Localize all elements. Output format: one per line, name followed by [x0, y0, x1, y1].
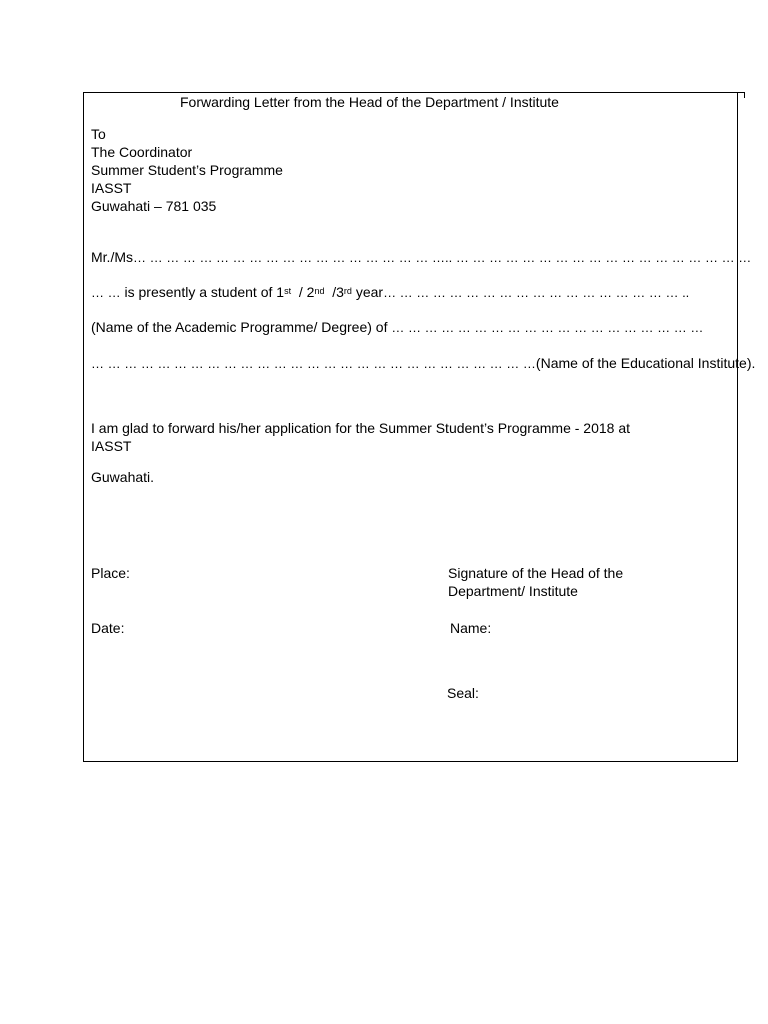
year-blank: … … … … … … … … … … … … … … … … … … ..	[383, 285, 690, 300]
body-line-2: IASST	[91, 438, 132, 454]
address-line-city: Guwahati – 781 035	[91, 198, 217, 214]
student-text: is presently a student of 1	[124, 284, 285, 300]
institute-blank: … … … … … … … … … … … … … … … … … … … … … … … … … … …	[91, 356, 536, 371]
body-line-1: I am glad to forward his/her application for the Summer Student’s Programme - 2018 at	[91, 420, 631, 436]
student-blank: … …	[91, 285, 121, 300]
year-sep-2: /3	[324, 284, 344, 300]
address-line-programme: Summer Student’s Programme	[91, 162, 283, 178]
address-line-institute: IASST	[91, 180, 132, 196]
name-label: Name:	[450, 620, 492, 636]
programme-row	[91, 318, 703, 337]
body-line-3: Guwahati.	[91, 469, 155, 485]
place-label: Place:	[91, 565, 130, 581]
sup-nd: nd	[314, 286, 325, 296]
sup-rd: rd	[343, 286, 352, 296]
name-field-blank: … … … … … … … … … … … … … … … … … … ….. … … … … … … … … … … … … … … … … … …	[133, 250, 752, 265]
institute-row	[91, 354, 755, 373]
frame-edge-tick	[744, 92, 745, 98]
letter-title: Forwarding Letter from the Head of the Department / Institute	[180, 94, 559, 110]
programme-blank: … … … … … … … … … … … … … … … … … … …	[391, 320, 704, 335]
sup-st: st	[284, 286, 292, 296]
year-sep-1: / 2	[291, 284, 315, 300]
name-field-row	[91, 248, 751, 267]
programme-label: (Name of the Academic Programme/ Degree) of	[91, 319, 388, 335]
student-year-row	[91, 283, 689, 302]
signature-label-line-1: Signature of the Head of the	[448, 565, 624, 581]
signature-label-line-2: Department/ Institute	[448, 583, 578, 599]
address-line-coordinator: The Coordinator	[91, 144, 193, 160]
date-label: Date:	[91, 620, 125, 636]
address-to: To	[91, 126, 106, 142]
institute-label: (Name of the Educational Institute).	[535, 355, 756, 371]
seal-label: Seal:	[447, 685, 479, 701]
year-text: year	[351, 284, 384, 300]
name-field-label: Mr./Ms	[91, 249, 133, 265]
